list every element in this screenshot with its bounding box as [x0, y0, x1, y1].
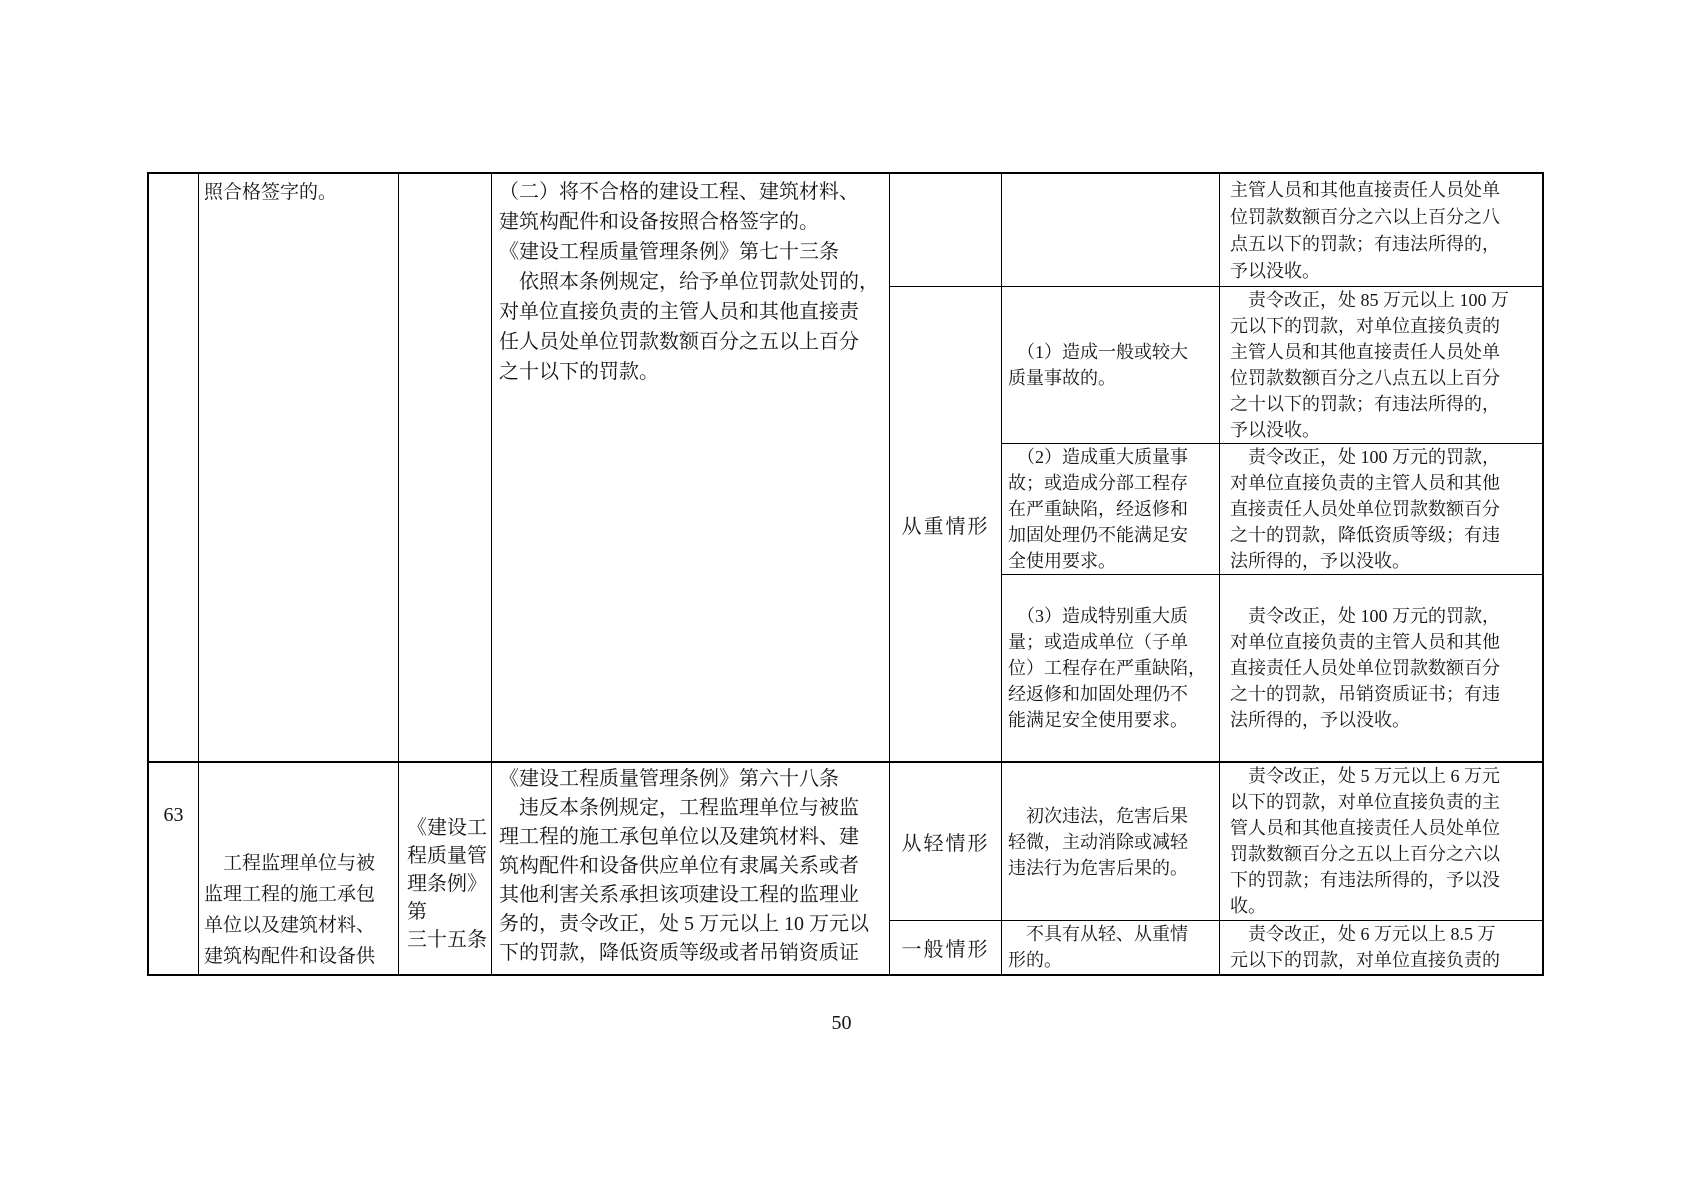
page-number: 50: [831, 1012, 852, 1034]
cell-aggravating-penalty-1: 责令改正，处 85 万元以上 100 万 元以下的罚款，对单位直接负责的 主管人员和其他直接责任人员处单 位罚款数额百分之八点五以上百分 之十以下的罚款；有违法所得的， 予以没收。: [1220, 287, 1542, 444]
mitigating-situation-text: 初次违法，危害后果 轻微，主动消除或减轻 违法行为危害后果的。: [1008, 805, 1188, 878]
aggravating-situation-3-text: （3）造成特别重大质 量；或造成单位（子单 位）工程存在严重缺陷， 经返修和加固处理仍不 能满足安全使用要求。: [1008, 606, 1206, 730]
penalty-table: [147, 172, 1544, 976]
cell-63-legal-text: 《建设工程质量管理条例》第六十八条 违反本条例规定，工程监理单位与被监 理工程的施工承包单位以及建筑材料、建 筑构配件和设备供应单位有隶属关系或者 其他利害关系承担该项建设工程的监理业 务的，责令改正，处 5 万元以上 10 万元以 下的罚款，降低资质等级或者吊销资质证: [492, 763, 890, 974]
cell-mitigating-penalty: 责令改正，处 5 万元以上 6 万元 以下的罚款，对单位直接负责的主 管人员和其他直接责任人员处单位 罚款数额百分之五以上百分之六以 下的罚款；有违法所得的，予以没 收。: [1220, 763, 1542, 921]
cell-aggravating-situation-3: [1002, 575, 1220, 763]
cell-prev-violation-tail: 照合格签字的。: [199, 174, 399, 763]
cell-aggravating-situation-2: （2）造成重大质量事 故；或造成分部工程存 在严重缺陷，经返修和 加固处理仍不能满足安 全使用要求。: [1002, 444, 1220, 575]
cell-63-violation: 工程监理单位与被 监理工程的施工承包 单位以及建筑材料、 建筑构配件和设备供: [199, 763, 399, 974]
cell-prev-number-empty: [149, 174, 199, 763]
cell-prev-situation-empty: [1002, 174, 1220, 287]
cell-63-legal-basis: 《建设工 程质量管 理条例》第 三十五条: [399, 763, 492, 974]
cell-aggravating-penalty-2: 责令改正，处 100 万元的罚款， 对单位直接负责的主管人员和其他 直接责任人员处单位罚款数额百分 之十的罚款，降低资质等级；有违 法所得的，予以没收。: [1220, 444, 1542, 575]
cell-prev-legal-text: （二）将不合格的建设工程、建筑材料、 建筑构配件和设备按照合格签字的。 《建设工程质量管理条例》第七十三条 依照本条例规定，给予单位罚款处罚的， 对单位直接负责的主管人员和其他直接责 任人员处单位罚款数额百分之五以上百分 之十以下的罚款。: [492, 174, 890, 763]
cell-aggravating-situation-1: [1002, 287, 1220, 444]
cell-aggravating-penalty-3: [1220, 575, 1542, 763]
cell-prev-legal-basis-empty: [399, 174, 492, 763]
cell-general-label: 一般情形: [890, 921, 1002, 974]
cell-aggravating-label: 从重情形: [890, 287, 1002, 763]
cell-63-number: 63: [149, 763, 199, 974]
cell-prev-penalty-tail: 主管人员和其他直接责任人员处单 位罚款数额百分之六以上百分之八 点五以下的罚款；有违法所得的， 予以没收。: [1220, 174, 1542, 287]
cell-prev-category-empty: [890, 174, 1002, 287]
cell-mitigating-label: 从轻情形: [890, 763, 1002, 921]
cell-general-penalty: 责令改正，处 6 万元以上 8.5 万 元以下的罚款，对单位直接负责的: [1230, 924, 1500, 970]
aggravating-penalty-3-text: 责令改正，处 100 万元的罚款， 对单位直接负责的主管人员和其他 直接责任人员处单位罚款数额百分 之十的罚款，吊销资质证书；有违 法所得的，予以没收。: [1230, 606, 1500, 730]
cell-mitigating-situation: [1002, 763, 1220, 921]
aggravating-situation-1-text: （1）造成一般或较大 质量事故的。: [1008, 342, 1188, 388]
cell-general-situation: 不具有从轻、从重情 形的。: [1002, 921, 1220, 974]
